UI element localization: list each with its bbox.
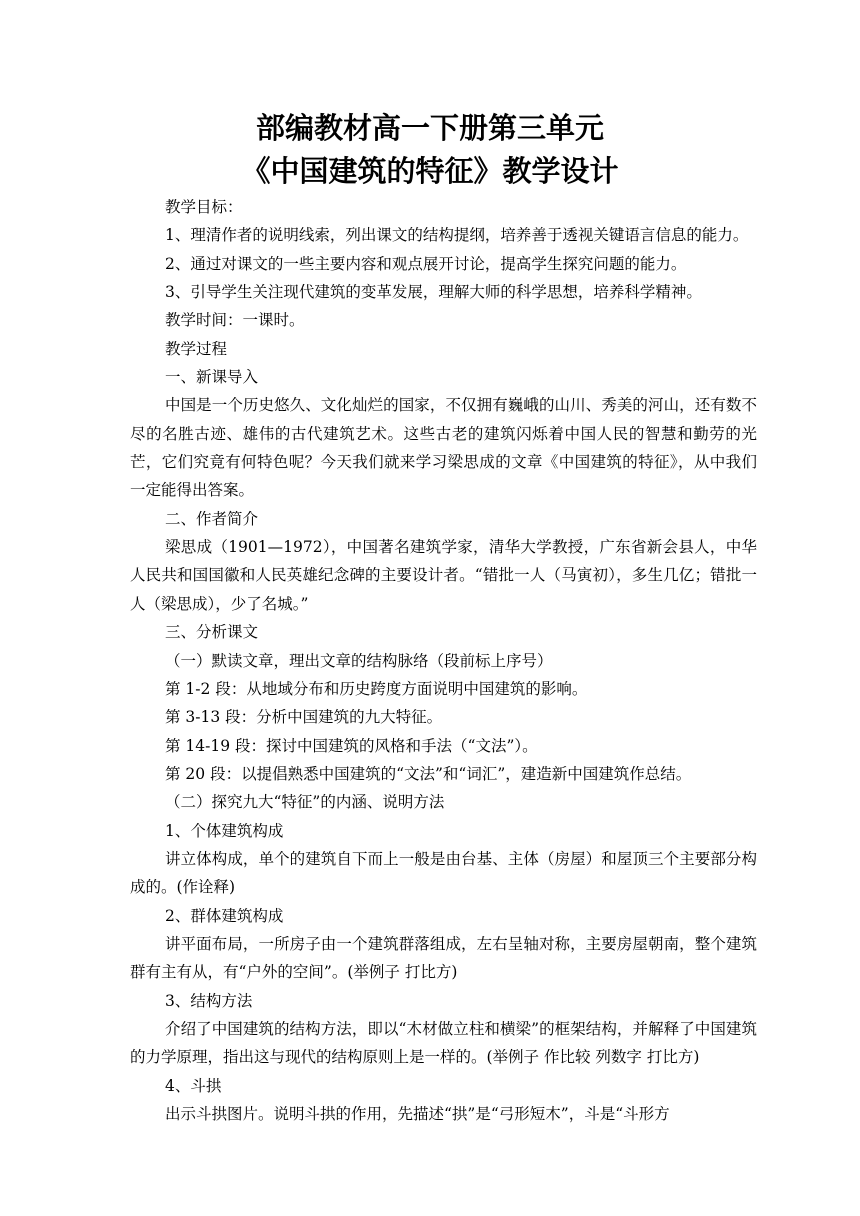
part-2-heading: （二）探究九大“特征”的内涵、说明方法: [165, 793, 445, 812]
process-heading: 教学过程: [165, 339, 228, 358]
section-2-heading: 二、作者简介: [165, 509, 259, 528]
objective-3: 3、引导学生关注现代建筑的变革发展，理解大师的科学思想，培养科学精神。: [165, 283, 702, 302]
feature-4-heading: 4、斗拱: [165, 1076, 222, 1095]
document-title-line-1: 部编教材高一下册第三单元: [255, 111, 604, 145]
objectives-heading: 教学目标：: [165, 198, 243, 216]
document-title-line-2: 《中国建筑的特征》教学设计: [241, 154, 619, 188]
feature-4-text: 出示斗拱图片。说明斗拱的作用，先描述“拱”是“弓形短木”，斗是“斗形方: [165, 1105, 670, 1123]
paragraph-outline-14-19: 第 14-19 段：探讨中国建筑的风格和手法（“文法”）。: [165, 736, 538, 755]
teaching-time: 教学时间：一课时。: [165, 311, 305, 330]
section-3-heading: 三、分析课文: [165, 623, 259, 642]
objective-2: 2、通过对课文的一些主要内容和观点展开讨论，提高学生探究问题的能力。: [165, 254, 687, 273]
paragraph-outline-20: 第 20 段：以提倡熟悉中国建筑的“文法”和“词汇”，建造新中国建筑作总结。: [165, 764, 692, 783]
feature-3-heading: 3、结构方法: [165, 991, 253, 1010]
part-1-heading: （一）默读文章，理出文章的结构脉络（段前标上序号）: [165, 651, 553, 670]
section-2-text: 梁思成（1901—1972），中国著名建筑学家，清华大学教授，广东省新会县人，中华人民共和国国徽和人民英雄纪念碑的主要设计者。“错批一人（马寅初），多生几亿；错批一人（梁思成），少了名城。”: [130, 538, 757, 613]
paragraph-outline-1-2: 第 1-2 段：从地域分布和历史跨度方面说明中国建筑的影响。: [165, 679, 588, 698]
feature-2-text: 讲平面布局，一所房子由一个建筑群落组成，左右呈轴对称，主要房屋朝南，整个建筑群有主有从，有“户外的空间”。(举例子 打比方): [130, 934, 757, 982]
section-1-heading: 一、新课导入: [165, 368, 259, 387]
feature-1-text: 讲立体构成，单个的建筑自下而上一般是由台基、主体（房屋）和屋顶三个主要部分构成的。(作诠释): [130, 849, 757, 897]
objective-1: 1、理清作者的说明线索，列出课文的结构提纲，培养善于透视关键语言信息的能力。: [165, 226, 749, 245]
section-1-text: 中国是一个历史悠久、文化灿烂的国家，不仅拥有巍峨的山川、秀美的河山，还有数不尽的名胜古迹、雄伟的古代建筑艺术。这些古老的建筑闪烁着中国人民的智慧和勤劳的光芒，它们究竟有何特色呢？今天我们就来学习梁思成的文章《中国建筑的特征》，从中我们一定能得出答案。: [130, 396, 757, 500]
paragraph-outline-3-13: 第 3-13 段：分析中国建筑的九大特征。: [165, 708, 443, 727]
feature-3-text: 介绍了中国建筑的结构方法，即以“木材做立柱和横梁”的框架结构，并解释了中国建筑的力学原理，指出这与现代的结构原则上是一样的。(举例子 作比较 列数字 打比方): [130, 1019, 757, 1067]
feature-1-heading: 1、个体建筑构成: [165, 821, 284, 840]
feature-2-heading: 2、群体建筑构成: [165, 906, 284, 925]
document-body: [130, 193, 757, 1128]
